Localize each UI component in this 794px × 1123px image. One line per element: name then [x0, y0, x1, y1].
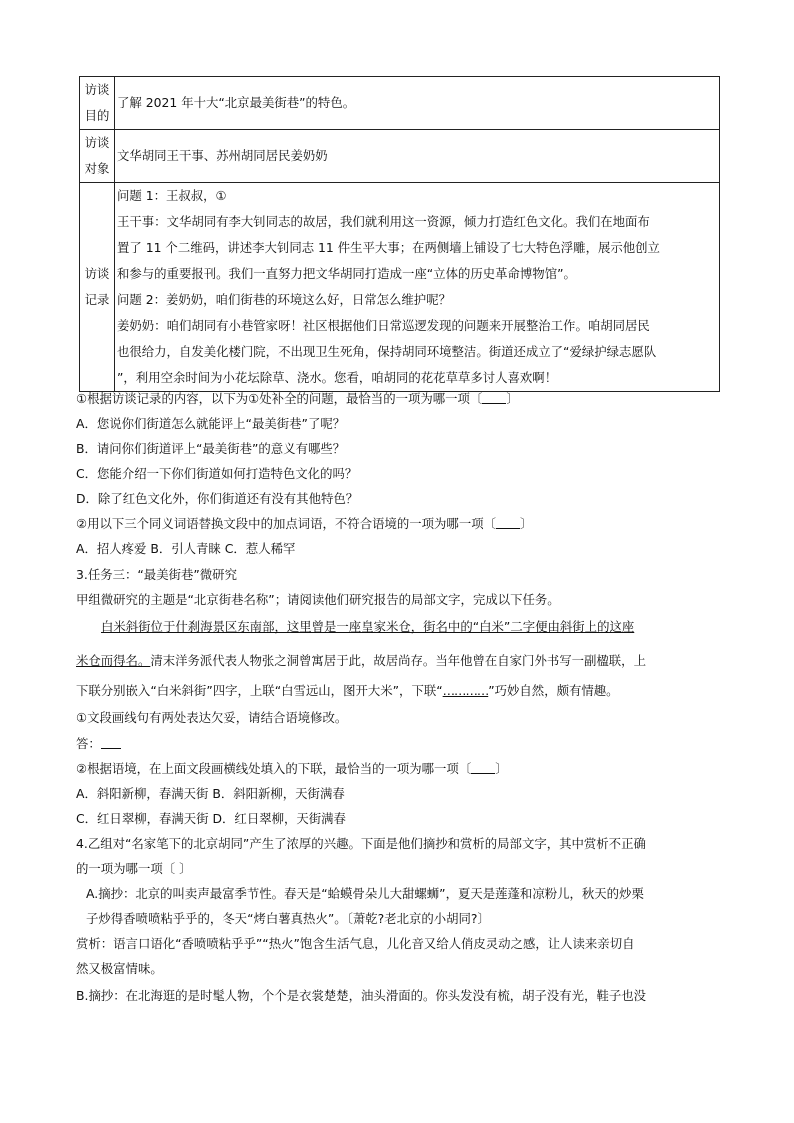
question-2-end: 〕: [520, 516, 533, 531]
record-line: 也很给力，自发美化楼门院，不出现卫生死角，保持胡同环境整洁。街道还成立了“爱绿护绿志愿队: [117, 344, 657, 359]
interview-purpose-row: [80, 77, 720, 130]
record-content: [115, 183, 720, 392]
excerpt-a-line-2: 子炒得香喷喷粘乎乎的，冬天“烤白薯真热火”。〔萧乾?老北京的小胡同?〕: [86, 911, 490, 926]
record-line: 和参与的重要报刊。我们一直努力把文华胡同打造成一座“立体的历史革命博物馆”。: [117, 266, 576, 281]
answer-blank[interactable]: [482, 389, 506, 404]
interview-record-row: [80, 183, 720, 392]
question-2: [76, 512, 532, 536]
analysis-a-line-1: 赏析：语言口语化“香喷喷粘乎乎”“热火”饱含生活气息，儿化音又给人俏皮灵动之感，让人读来亲切自: [76, 936, 635, 951]
answer-label: 答：: [76, 736, 101, 751]
question-1-end: 〕: [506, 391, 519, 406]
record-line: 置了 11 个二维码，讲述李大钊同志 11 件生平大事；在两侧墙上铺设了七大特色浮雕，展示他创立: [117, 240, 660, 255]
record-line: 王干事：文华胡同有李大钊同志的故居，我们就利用这一资源，倾力打造红色文化。我们在地面布: [117, 214, 650, 229]
underlined-sentence: 白米斜街位于什刹海景区东南部，这里曾是一座皇家米仓，街名中的“白米”二字便由斜街上的这座: [101, 619, 635, 634]
record-line: 姜奶奶：咱们胡同有小巷管家呀！社区根据他们日常巡逻发现的问题来开展整治工作。咱胡同居民: [117, 318, 650, 333]
record-line: ”，利用空余时间为小花坛除草、浇水。您看，咱胡同的花花草草多讨人喜欢啊！: [117, 370, 558, 385]
passage-line-1: [101, 615, 634, 639]
option-b: B．请问你们街道评上“最美街巷”的意义有哪些？: [76, 441, 346, 456]
option-a: A．您说你们街道怎么就能评上“最美街巷”了呢？: [76, 416, 346, 431]
task-3-question-1: ①文段画线句有两处表达欠妥，请结合语境修改。: [76, 710, 348, 725]
passage-text: 清末洋务派代表人物张之洞曾寓居于此，故居尚存。当年他曾在自家门外书写一副楹联，上: [150, 653, 646, 668]
record-label: 访谈记录: [80, 183, 115, 392]
task-3-heading: 3.任务三：“最美街巷”微研究: [76, 567, 237, 582]
task-3-intro: 甲组微研究的主题是“北京街巷名称”；请阅读他们研究报告的局部文字，完成以下任务。: [76, 592, 560, 607]
question-4-line-1: 4.乙组对“名家笔下的北京胡同”产生了浓厚的兴趣。下面是他们摘抄和赏析的局部文字，其中赏析不正确: [76, 836, 646, 851]
answer-blank[interactable]: [471, 759, 495, 774]
task-3-question-2-end: 〕: [495, 761, 508, 776]
underlined-sentence-end: 米仓而得名。: [76, 653, 151, 668]
option-d: D．除了红色文化外，你们街道还有没有其他特色？: [76, 491, 359, 506]
record-line: 问题 1：王叔叔，①: [117, 188, 227, 203]
couplet-blank[interactable]: …………: [442, 683, 489, 698]
task-3-question-2: [76, 757, 508, 781]
target-text: 文华胡同王干事、苏州胡同居民姜奶奶: [115, 130, 720, 183]
excerpt-a-line-1: A.摘抄：北京的叫卖声最富季节性。春天是“蛤蟆骨朵儿大甜螺蛳”，夏天是莲蓬和凉粉儿，秋天的炒栗: [86, 886, 644, 901]
interview-target-row: [80, 130, 720, 183]
task-3-question-2-text: ②根据语境，在上面文段画横线处填入的下联，最恰当的一项为哪一项〔: [76, 761, 472, 776]
passage-text: ”巧妙自然，颇有情趣。: [488, 683, 619, 698]
task-3-options-cd: C．红日翠柳，春满天街 D．红日翠柳，天街满春: [76, 811, 346, 826]
task-3-options-ab: A．斜阳新柳，春满天街 B．斜阳新柳，天街满春: [76, 786, 345, 801]
answer-blank[interactable]: [496, 514, 520, 529]
question-2-text: ②用以下三个同义词语替换文段中的加点词语，不符合语境的一项为哪一项〔: [76, 516, 496, 531]
question-1: [76, 387, 519, 411]
interview-table: [79, 76, 720, 392]
question-4-line-2: 的一项为哪一项〔 〕: [76, 861, 192, 876]
question-2-options: A．招人疼爱 B．引人青睐 C．惹人稀罕: [76, 541, 296, 556]
passage-line-2: [76, 649, 646, 673]
target-label: 访谈对象: [80, 130, 115, 183]
answer-line: [76, 732, 121, 756]
purpose-label: 访谈目的: [80, 77, 115, 130]
record-line: 问题 2：姜奶奶，咱们街巷的环境这么好，日常怎么维护呢？: [117, 292, 451, 307]
analysis-a-line-2: 然又极富情味。: [76, 961, 163, 976]
passage-text: 下联分别嵌入“白米斜街”四字，上联“白雪远山，图开大米”，下联“: [76, 683, 443, 698]
answer-blank[interactable]: [101, 734, 121, 749]
question-1-text: ①根据访谈记录的内容，以下为①处补全的问题，最恰当的一项为哪一项〔: [76, 391, 483, 406]
purpose-text: 了解 2021 年十大“北京最美街巷”的特色。: [115, 77, 720, 130]
excerpt-b-line-1: B.摘抄：在北海逛的是时髦人物，个个是衣裳楚楚，油头滑面的。你头发没有梳，胡子没有光，鞋子也没: [76, 988, 647, 1003]
option-c: C．您能介绍一下你们街道如何打造特色文化的吗？: [76, 466, 358, 481]
passage-line-3: [76, 679, 619, 703]
